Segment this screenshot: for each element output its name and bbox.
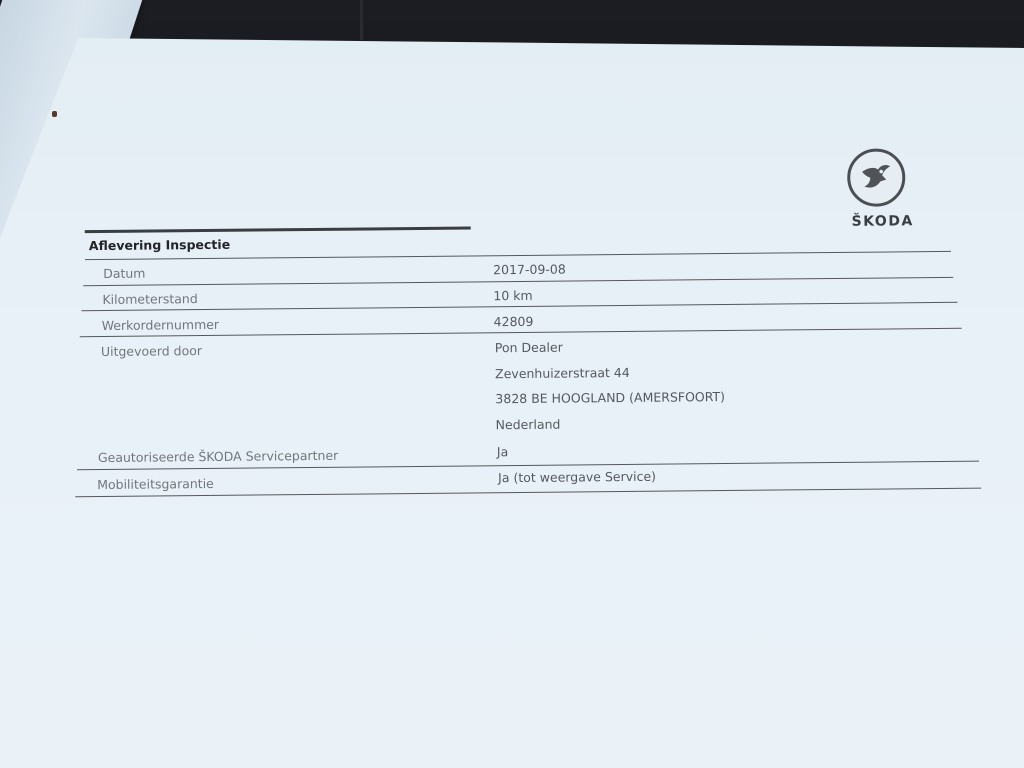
row-label-datum: Datum <box>103 265 146 281</box>
table-rule <box>83 277 953 286</box>
row-label-kilometerstand: Kilometerstand <box>102 291 198 308</box>
row-label-werkordernummer: Werkordernummer <box>101 316 220 334</box>
row-value-datum: 2017-09-08 <box>493 261 566 278</box>
row-value-mobiliteitsgarantie: Ja (tot weergave Service) <box>498 468 657 486</box>
table-rule-top <box>85 251 951 260</box>
row-label-servicepartner: Geautoriseerde ŠKODA Servicepartner <box>97 447 339 466</box>
row-value-dealer-name: Pon Dealer <box>494 339 563 356</box>
row-value-werkordernummer: 42809 <box>493 313 534 330</box>
brand-wordmark: ŠKODA <box>851 213 914 230</box>
row-label-uitgevoerd-door: Uitgevoerd door <box>100 343 203 360</box>
title-accent-bar <box>85 226 471 233</box>
row-value-dealer-country: Nederland <box>495 416 561 433</box>
row-value-dealer-street: Zevenhuizerstraat 44 <box>495 364 630 382</box>
row-value-servicepartner: Ja <box>496 444 509 460</box>
row-label-mobiliteitsgarantie: Mobiliteitsgarantie <box>97 475 214 493</box>
row-value-kilometerstand: 10 km <box>493 287 533 304</box>
table-rule <box>82 302 958 311</box>
skoda-logo-icon <box>847 148 906 207</box>
row-value-dealer-city: 3828 BE HOOGLAND (AMERSFOORT) <box>495 389 726 407</box>
section-title: Aflevering Inspectie <box>88 236 231 254</box>
